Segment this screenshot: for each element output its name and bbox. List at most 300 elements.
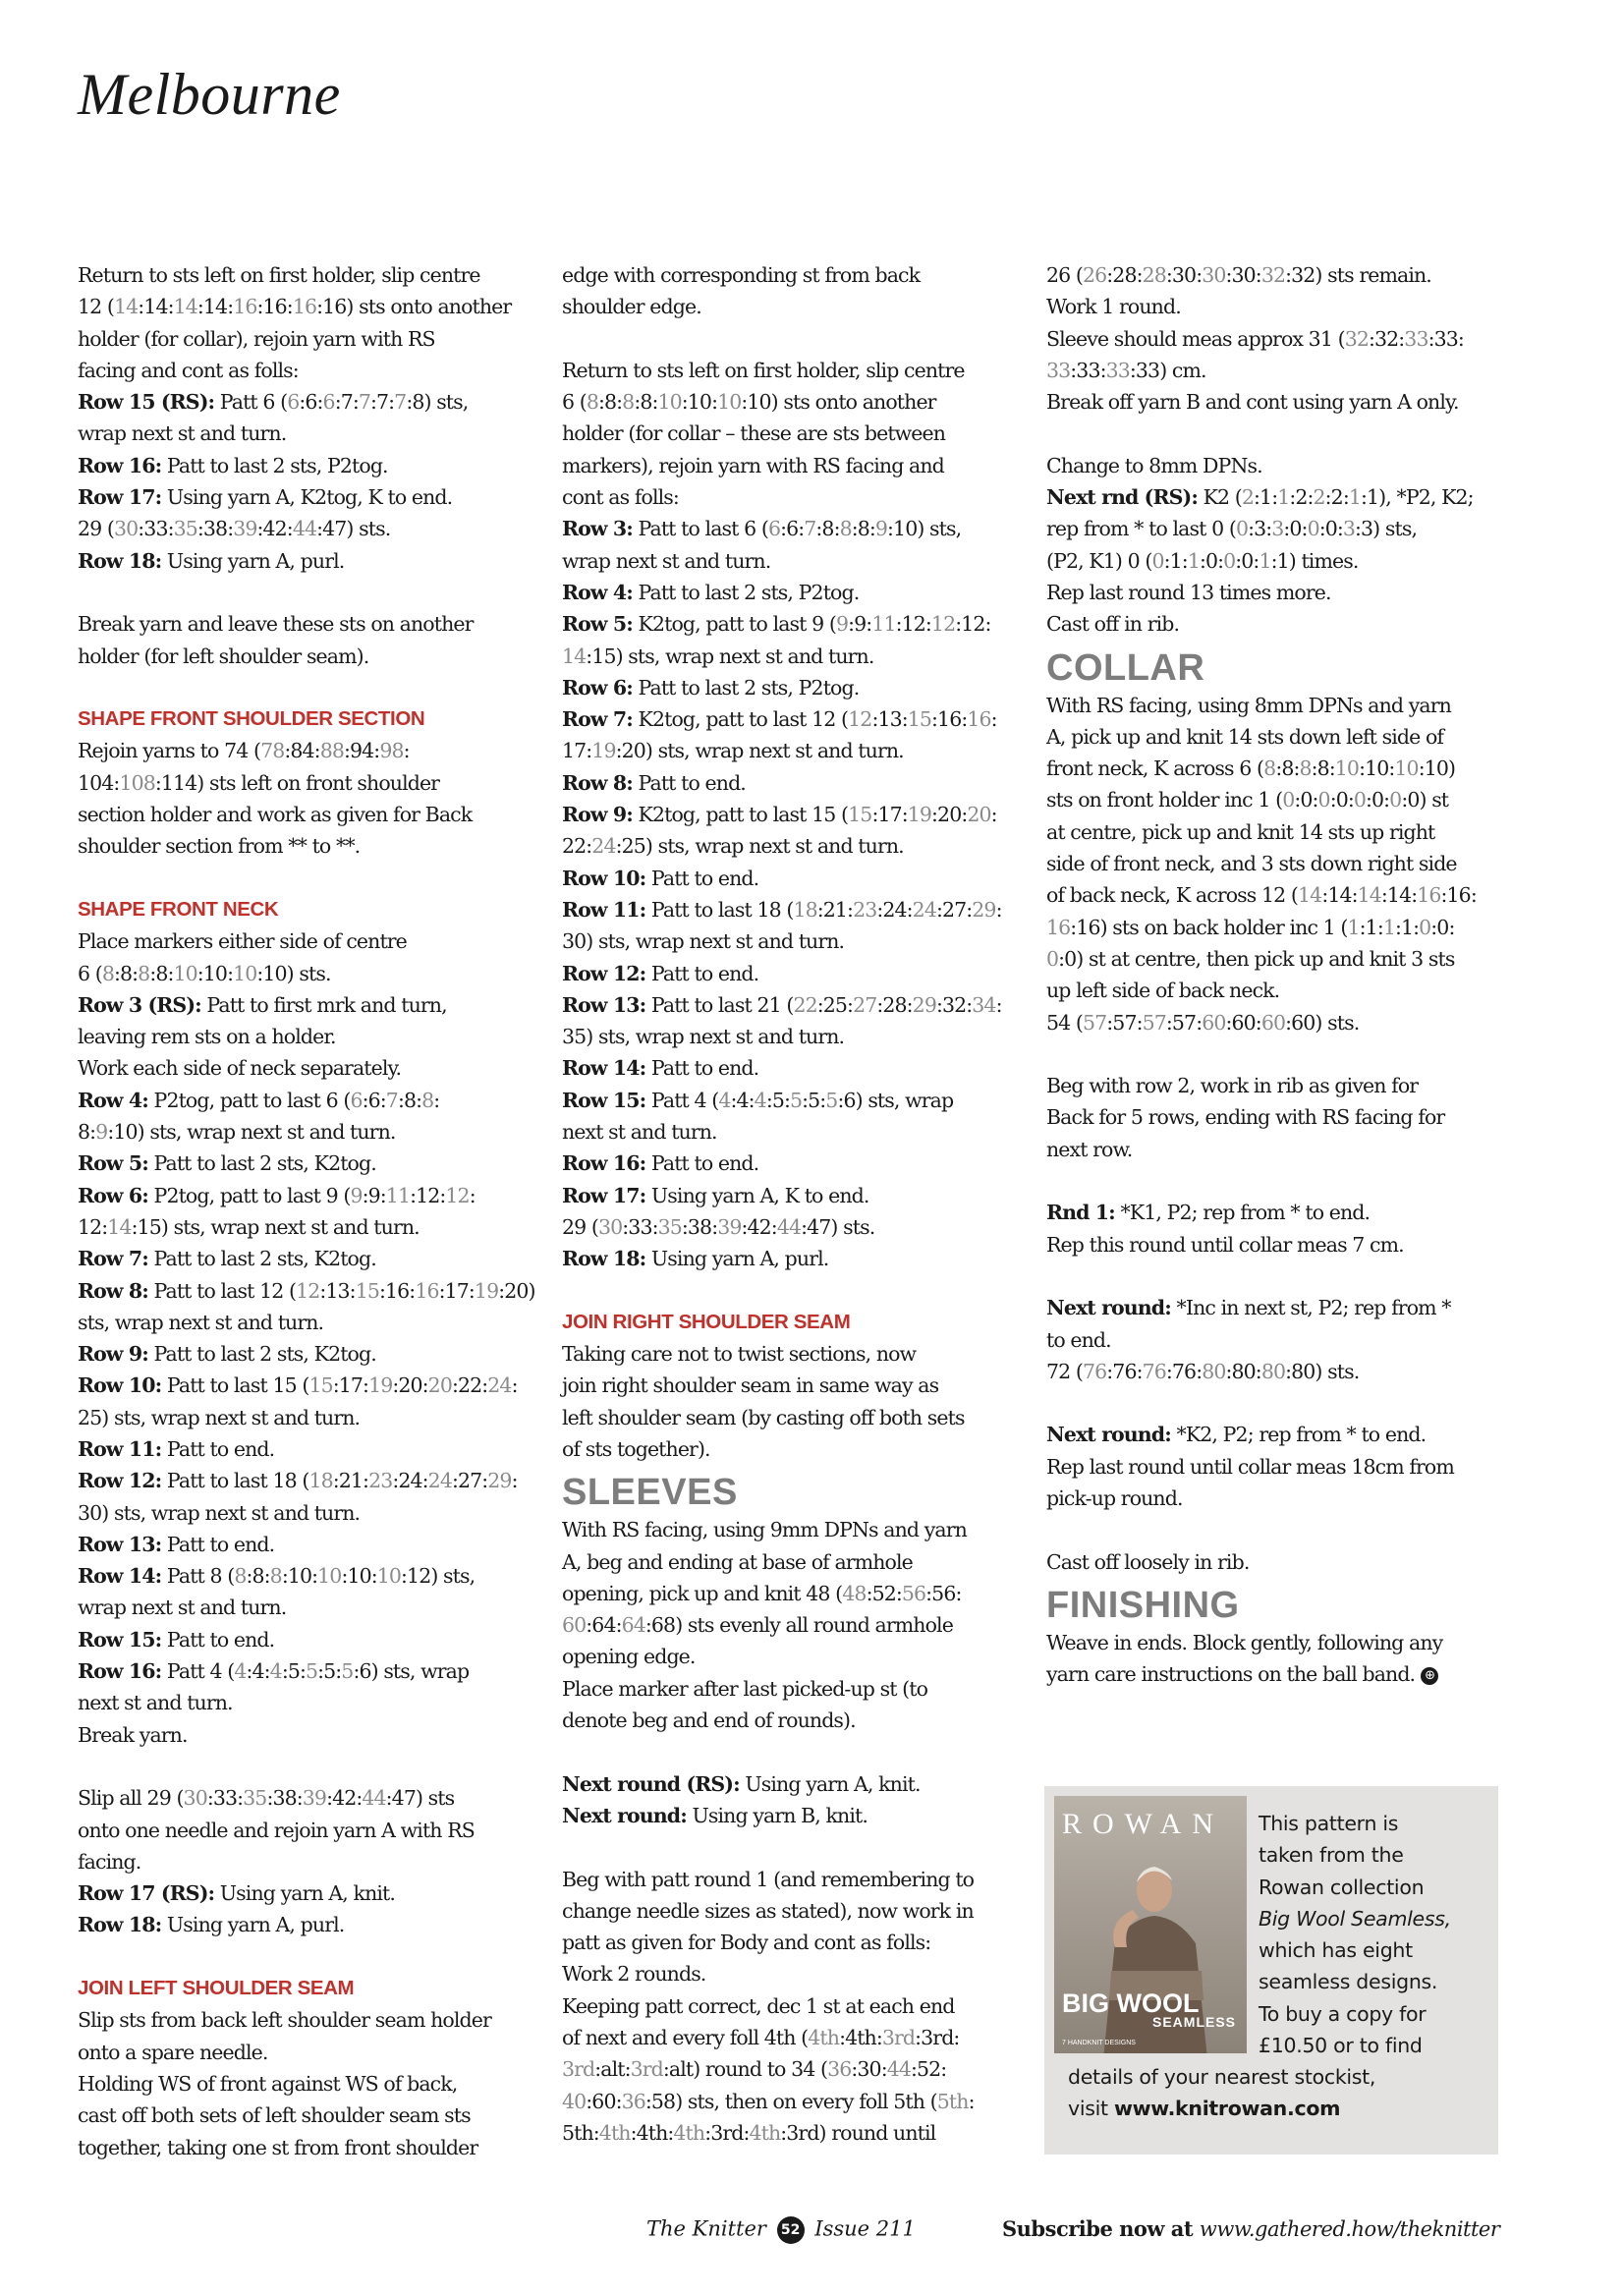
text-line [562,1021,1014,1052]
text-run: Patt to last 2 sts, K2tog. [147,1247,376,1271]
text-line [78,481,530,513]
column-1 [78,259,535,2163]
text-run: JOIN LEFT SHOULDER SEAM [78,1977,355,2000]
size-value: 20 [967,803,991,827]
text-run: Return to sts left on first holder, slip centre [562,358,965,382]
text-run: 26 ( [1046,263,1083,287]
text-run: :14: [1380,883,1418,908]
size-value: 33 [1046,358,1071,382]
book-title: Big Wool Seamless, [1259,1906,1451,1931]
size-value: 15 [355,1278,379,1303]
size-value: 76 [1083,1359,1107,1383]
text-line [562,1673,1014,1705]
spacer [78,672,530,703]
size-value: 4 [234,1659,247,1684]
text-line [78,1655,530,1687]
text-run: :6) sts, wrap [837,1088,954,1112]
text-run: :16: [256,295,293,319]
text-line [1046,1070,1503,1101]
row-label: Row 3: [562,517,633,541]
size-value: 7 [394,390,407,415]
text-run: change needle sizes as stated), now work in [562,1898,974,1923]
row-label: Row 10: [78,1373,162,1398]
text-line [562,259,1014,291]
text-run: holder (for collar – these are sts between [562,421,946,446]
text-run: next st and turn. [78,1691,233,1715]
row-label: Row 15 (RS): [78,390,215,415]
size-value: 10 [1394,756,1419,781]
text-line [78,545,530,577]
text-run: :12: [955,612,991,637]
text-run: Patt to end. [645,866,759,890]
text-run: K2tog, patt to last 9 ( [632,612,836,637]
text-run: :10: [196,961,234,985]
row-label: Rnd 1: [1046,1201,1115,1225]
section-heading [562,1307,1014,1338]
size-value: 30 [598,1214,623,1239]
text-run: join right shoulder seam in same way as [562,1373,939,1398]
row-label: Row 11: [78,1436,162,1461]
text-line [1046,879,1503,911]
text-run: Work 2 rounds. [562,1962,706,1987]
size-value: 80 [1260,1359,1286,1383]
text-run: leaving rem sts on a holder. [78,1025,336,1049]
text-line [78,1687,530,1718]
text-run: :10: [1359,756,1395,781]
size-value: 57 [1142,1010,1166,1035]
row-label: Row 4: [78,1088,148,1112]
text-run: :57: [1106,1010,1143,1035]
text-run: :10: [281,1564,318,1589]
size-value: 6 [767,517,781,541]
text-run: Patt to end. [645,1056,759,1081]
text-run: :10) sts. [256,961,331,985]
text-run: :2: [1289,485,1314,510]
text-run: Keeping patt correct, dec 1 st at each end [562,1993,955,2018]
size-value: 4 [754,1088,766,1112]
text-run: :3rd: [704,2120,750,2145]
size-value: 0 [1151,548,1164,573]
size-value: 20 [427,1373,452,1398]
size-value: 14 [562,644,587,668]
text-run: :94: [344,739,380,763]
text-run: :8: [598,390,623,415]
text-line [1046,1356,1503,1387]
text-run: :47) sts. [316,517,391,541]
size-value: 33 [1105,358,1130,382]
text-run: :1), *P2, K2; [1360,485,1474,510]
text-line [1046,784,1503,815]
text-run: onto one needle and rejoin yarn A with RS [78,1818,475,1842]
text-run: :30: [1165,263,1203,287]
text-line [562,1958,1014,1989]
text-run: :6: [780,517,805,541]
text-run: Patt to last 2 sts, P2tog. [632,580,860,604]
size-value: 0 [1353,788,1367,812]
text-run: :12) sts, [401,1564,476,1589]
text-run: Beg with patt round 1 (and remembering to [562,1867,975,1891]
row-label: Row 9: [78,1342,148,1367]
size-value: 29 [487,1469,512,1493]
size-value: 10 [1334,756,1360,781]
row-label: Next round: [1046,1296,1171,1320]
text-line [562,1864,1014,1895]
text-line [1046,912,1503,943]
size-value: 15 [907,707,932,732]
text-run: Beg with row 2, work in rib as given for [1046,1074,1419,1098]
text-run: left shoulder seam (by casting off both sets [562,1405,965,1429]
text-line [78,767,530,799]
row-label: Row 17 (RS): [78,1881,215,1906]
text-run: :27: [935,897,973,922]
size-value: 8 [622,390,635,415]
text-run: opening edge. [562,1645,696,1669]
text-run: Patt to end. [632,770,746,795]
size-value: 14 [107,1214,132,1239]
text-line [562,735,1014,766]
text-run: :68) sts evenly all round armhole [644,1613,953,1638]
text-line [78,958,530,989]
text-line [562,1116,1014,1148]
text-run: :47) sts [385,1786,455,1811]
text-line [78,1402,530,1433]
text-run: Patt to end. [645,1151,759,1176]
size-value: 6 [287,390,300,415]
size-value: 1 [1187,548,1200,573]
size-value: 1 [1277,485,1290,510]
text-run: holder (for left shoulder seam). [78,644,369,668]
size-value: 44 [886,2057,912,2082]
text-run: :9: [848,612,872,637]
section-heading [78,1973,530,2004]
text-run: :15) sts, wrap next st and turn. [131,1214,420,1239]
text-run: Patt to last 2 sts, P2tog. [161,453,388,477]
row-label: Row 14: [78,1564,162,1589]
text-run: :8: [397,1088,422,1112]
text-line [562,863,1014,894]
size-value: 3rd [881,2026,916,2050]
size-value: 18 [308,1469,333,1493]
size-value: 24 [591,834,616,859]
text-run: Patt 4 ( [161,1659,235,1684]
text-run: :0: [1283,517,1308,541]
text-line [78,1243,530,1274]
subscribe-link[interactable]: www.gathered.how/theknitter [1199,2217,1500,2241]
text-run: *Inc in next st, P2; rep from * [1170,1296,1451,1320]
text-run: SHAPE FRONT SHOULDER SECTION [78,707,425,731]
size-value: 4th [673,2120,705,2145]
text-run: :32: [935,992,973,1017]
size-value: 5 [789,1088,803,1112]
size-value: 12 [930,612,956,637]
promo-line: seamless designs. [1259,1970,1438,1994]
size-value: 0 [1046,946,1059,971]
size-value: 30 [114,517,139,541]
text-run: Using yarn A, K2tog, K to end. [161,485,453,510]
text-run: 17: [562,739,592,763]
text-run: SLEEVES [562,1472,738,1514]
text-run: :28: [1106,263,1143,287]
size-value: 18 [793,897,817,922]
text-run: Work each side of neck separately. [78,1056,402,1081]
text-run: :0: [1430,915,1455,939]
text-run: Break yarn and leave these sts on another [78,612,474,637]
text-run: :27: [451,1469,488,1493]
text-run: :20) sts, wrap next st and turn. [615,739,904,763]
text-run: 25) sts, wrap next st and turn. [78,1405,361,1429]
text-run: 6 ( [562,390,587,415]
size-value: 16 [1417,883,1441,908]
text-line [78,418,530,449]
text-line [562,958,1014,989]
text-run: :33: [622,1214,658,1239]
text-run: 8: [78,1120,96,1145]
size-value: 44 [362,1786,386,1811]
text-line [1046,1101,1503,1133]
text-run: Patt to last 6 ( [632,517,768,541]
text-run: :42: [256,517,293,541]
size-value: 3rd [562,2057,595,2082]
size-value: 0 [1419,915,1431,939]
text-run: : [469,1183,476,1207]
text-run: next st and turn. [562,1120,717,1145]
size-value: 26 [1083,263,1107,287]
text-run: 6 ( [78,961,102,985]
size-value: 39 [302,1786,327,1811]
spacer [1046,1260,1503,1292]
text-line [562,894,1014,925]
magazine-name: The Knitter [646,2216,766,2241]
text-run: :16: [1440,883,1477,908]
text-run: Patt to end. [161,1627,275,1652]
size-value: 56 [901,1581,926,1605]
text-run: :14: [196,295,234,319]
size-value: 28 [1142,263,1166,287]
rowan-website-link[interactable]: www.knitrowan.com [1113,2097,1341,2121]
promo-visit: visit [1068,2097,1114,2121]
text-line [562,481,1014,513]
size-value: 10 [376,1564,402,1589]
text-line [1046,291,1503,322]
text-run: :12: [410,1183,446,1207]
text-run: holder (for collar), rejoin yarn with RS [78,326,435,351]
subscribe-label: Subscribe now at [1002,2216,1200,2241]
text-run: to end. [1046,1327,1111,1352]
text-run: :64: [586,1613,622,1638]
size-value: 10 [317,1564,342,1589]
text-line [78,989,530,1021]
spacer [562,1831,1014,1863]
text-run: :33: [1427,326,1464,351]
size-value: 9 [350,1183,363,1207]
text-run: :8: [1311,756,1335,781]
size-value: 10 [233,961,257,985]
size-value: 0 [1317,788,1330,812]
size-value: 36 [827,2057,852,2082]
spacer [78,577,530,608]
text-run: Weave in ends. Block gently, following any [1046,1630,1443,1654]
text-run: 12 ( [78,295,114,319]
size-value: 14 [1298,883,1322,908]
row-label: Next round: [1046,1423,1171,1447]
text-run: :13: [871,707,908,732]
text-line [562,2053,1014,2085]
size-value: 8 [586,390,599,415]
cover-brand: ROWAN [1062,1808,1224,1840]
row-label: Row 14: [562,1056,646,1081]
text-line [78,513,530,544]
text-run: :15) sts, wrap next st and turn. [586,644,874,668]
text-run: Patt to end. [161,1532,275,1556]
text-run: :1) times. [1270,548,1359,573]
text-run: :8: [246,1564,270,1589]
text-run: :5: [765,1088,790,1112]
text-run: Patt to end. [645,961,759,985]
text-line [1046,1292,1503,1323]
size-value: 7 [358,390,371,415]
text-run: K2tog, patt to last 15 ( [632,803,849,827]
size-value: 19 [368,1373,393,1398]
size-value: 80 [1202,1359,1226,1383]
text-run: cast off both sets of left shoulder seam sts [78,2103,471,2128]
row-label: Row 17: [78,485,162,510]
text-line [1046,1451,1503,1483]
spacer [562,323,1014,355]
text-line [78,1211,530,1243]
text-line [78,1624,530,1655]
size-value: 76 [1142,1359,1166,1383]
text-run: shoulder section from ** to **. [78,834,361,859]
row-label: Row 13: [562,992,646,1017]
size-value: 44 [292,517,317,541]
text-line [562,1990,1014,2022]
text-run: at centre, pick up and knit 14 sts up right [1046,819,1435,844]
text-line [1046,975,1503,1006]
text-run: Slip sts from back left shoulder seam holder [78,2008,491,2033]
row-label: Row 15: [78,1627,162,1652]
size-value: 9 [836,612,849,637]
text-run: :33) cm. [1129,358,1206,382]
row-label: Row 18: [562,1247,646,1271]
book-cover-image[interactable] [1054,1796,1247,2053]
text-run: :8) sts, [406,390,469,415]
spacer [562,1736,1014,1767]
text-run: :38: [196,517,234,541]
text-line [78,925,530,957]
size-value: 3 [1342,517,1356,541]
text-run: Change to 8mm DPNs. [1046,453,1262,477]
text-run: With RS facing, using 9mm DPNs and yarn [562,1518,967,1542]
text-run: Slip all 29 ( [78,1786,184,1811]
text-run: : [995,992,1002,1017]
text-run: :8: [1275,756,1300,781]
text-run: pick-up round. [1046,1485,1183,1510]
size-value: 33 [1404,326,1428,351]
text-run: of back neck, K across 12 ( [1046,883,1299,908]
size-value: 0 [1223,548,1236,573]
text-line [562,1433,1014,1465]
row-label: Row 17: [562,1183,646,1207]
text-line [562,1927,1014,1958]
size-value: 19 [907,803,932,827]
text-run: :30: [1225,263,1261,287]
row-label: Row 9: [562,803,633,827]
text-line [1046,1007,1503,1038]
text-line [78,2037,530,2068]
text-line [78,1370,530,1401]
text-line [562,1546,1014,1578]
row-label: Row 8: [562,770,633,795]
size-value: 60 [562,1613,587,1638]
size-value: 15 [308,1373,333,1398]
text-line [562,513,1014,544]
text-line [562,830,1014,862]
size-value: 4 [269,1659,282,1684]
text-run: :12: [895,612,931,637]
text-line [78,1782,530,1814]
text-run: 104: [78,770,120,795]
text-line [562,1514,1014,1545]
size-value: 1 [1259,548,1271,573]
text-run: *K2, P2; rep from * to end. [1170,1423,1427,1447]
text-run: Return to sts left on first holder, slip centre [78,263,480,287]
text-run: :5: [802,1088,826,1112]
size-value: 1 [1382,915,1395,939]
text-line [1046,259,1503,291]
text-line [78,259,530,291]
text-run: :25: [816,992,854,1017]
spacer [78,1941,530,1973]
text-run: A, beg and ending at base of armhole [562,1549,913,1574]
issue-number: Issue 211 [814,2216,916,2241]
text-line [78,1529,530,1560]
text-run: : [511,1373,518,1398]
text-run: side of front neck, and 3 sts down right side [1046,852,1457,876]
text-line [1046,721,1503,753]
text-run: :4: [730,1088,755,1112]
size-value: 16 [1046,915,1071,939]
text-run: of next and every foll 4th ( [562,2026,809,2050]
size-value: 5 [305,1659,318,1684]
text-run: :4th: [839,2026,882,2050]
size-value: 36 [621,2089,645,2113]
major-heading [1046,1584,1503,1627]
text-line [562,1578,1014,1609]
promo-line: To buy a copy for [1259,2001,1427,2026]
size-value: 48 [842,1581,867,1605]
text-run: Patt to last 18 ( [645,897,794,922]
text-line [78,830,530,862]
text-run: :1: [1254,485,1278,510]
text-run: 5th: [562,2120,599,2145]
text-run: :60) sts. [1285,1010,1360,1035]
text-line [78,1116,530,1148]
text-run: Patt 6 ( [214,390,288,415]
text-line [562,1609,1014,1641]
size-value: 23 [853,897,877,922]
cover-tagline: 7 HANDKNIT DESIGNS [1062,2040,1136,2046]
text-run: :3) sts, [1355,517,1418,541]
text-line [562,1148,1014,1179]
spacer [1046,1514,1503,1545]
promo-line: £10.50 or to find [1259,2034,1423,2058]
size-value: 7 [804,517,816,541]
row-label: Row 7: [562,707,633,732]
text-run: wrap next st and turn. [78,1596,287,1620]
size-value: 30 [1202,263,1226,287]
promo-line: taken from the [1259,1843,1404,1868]
text-run: *K1, P2; rep from * to end. [1114,1201,1371,1225]
